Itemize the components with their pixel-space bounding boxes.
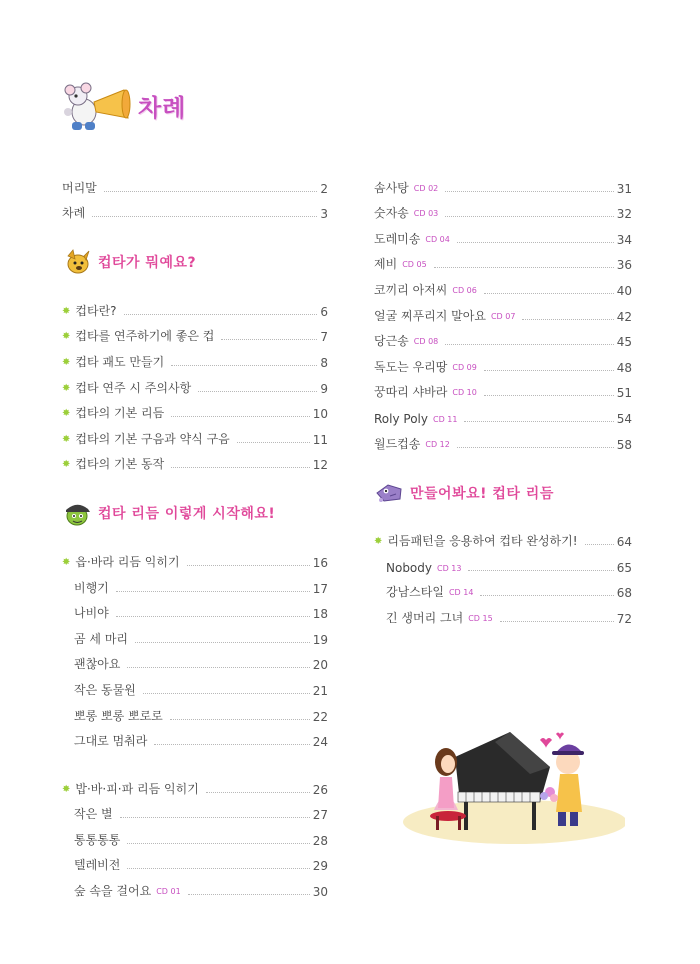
- toc-entry-label: [62, 379, 195, 396]
- toc-entry-label: [374, 583, 477, 600]
- toc-entry-label: [62, 630, 132, 647]
- toc-entry-title: 숲 속을 걸어요: [74, 884, 152, 899]
- section-title: 컵타 리듬 이렇게 시작해요!: [98, 506, 276, 523]
- toc-entry-title: Nobody: [386, 560, 432, 575]
- page-number: 9: [320, 381, 328, 396]
- page-number: 36: [616, 258, 632, 273]
- dot-leader: [484, 370, 614, 371]
- section-heading: [374, 476, 632, 510]
- toc-entry-label: [62, 780, 203, 797]
- toc-entry: [374, 324, 632, 350]
- dot-leader: [116, 591, 310, 592]
- dot-leader: [457, 242, 614, 243]
- dot-leader: [221, 339, 317, 340]
- dot-leader: [206, 792, 310, 793]
- toc-entry: [374, 426, 632, 452]
- toc-entry: [62, 170, 328, 196]
- toc-right-column: [374, 170, 632, 626]
- dot-leader: [445, 216, 613, 217]
- bullet-star-icon: ✸: [62, 556, 71, 568]
- toc-entry-title: 긴 생머리 그녀: [386, 610, 464, 625]
- cd-track-label: CD 11: [432, 414, 458, 424]
- cd-track-label: CD 15: [468, 613, 493, 623]
- dot-leader: [522, 319, 613, 320]
- dog-icon: [62, 248, 92, 276]
- toc-entry-label: [374, 561, 465, 575]
- cd-track-label: CD 07: [490, 311, 516, 321]
- bullet-star-icon: ✸: [62, 459, 71, 471]
- dot-leader: [104, 191, 318, 192]
- dot-leader: [468, 570, 613, 571]
- bullet-star-icon: ✸: [62, 408, 71, 420]
- bullet-star-icon: ✸: [62, 433, 71, 445]
- toc-entry-title: 비행기: [74, 580, 109, 595]
- dot-leader: [116, 616, 310, 617]
- page-number: 29: [312, 859, 328, 874]
- dot-leader: [445, 191, 613, 192]
- cd-track-label: CD 02: [413, 183, 439, 193]
- toc-entry: [62, 421, 328, 447]
- page-number: 18: [312, 607, 328, 622]
- toc-entry-title: 월드컵송: [374, 436, 421, 451]
- toc-entry-label: [62, 327, 218, 344]
- toc-entry: [62, 621, 328, 647]
- toc-entry-title: 밥·바·피·파 리듬 익히기: [75, 781, 199, 796]
- page-number: 19: [312, 632, 328, 647]
- toc-entry: [374, 272, 632, 298]
- toc-entry: [62, 370, 328, 396]
- dot-leader: [124, 314, 318, 315]
- toc-entry-label: [62, 179, 101, 196]
- toc-entry: [62, 672, 328, 698]
- dot-leader: [120, 817, 310, 818]
- toc-entry: [62, 319, 328, 345]
- page-header: [60, 82, 260, 132]
- toc-entry: [62, 344, 328, 370]
- toc-entry-label: [62, 579, 113, 596]
- toc-entry-label: [374, 307, 519, 324]
- dot-leader: [135, 642, 310, 643]
- toc-entry: [374, 575, 632, 601]
- page-number: 21: [312, 683, 328, 698]
- toc-entry: [62, 771, 328, 797]
- toc-entry-title: 컵타란?: [75, 303, 117, 318]
- cd-track-label: CD 08: [413, 337, 439, 347]
- creature-cap-icon: [62, 499, 92, 527]
- page-number: 28: [312, 833, 328, 848]
- toc-entry: [374, 375, 632, 401]
- dot-leader: [92, 216, 317, 217]
- toc-entry-title: 작은 별: [74, 807, 113, 822]
- page-number: 2: [320, 181, 328, 196]
- page-number: 68: [616, 586, 632, 601]
- toc-entry-label: [62, 604, 113, 621]
- section-title: 만들어봐요! 컵타 리듬: [410, 485, 554, 502]
- toc-entry-label: [62, 831, 124, 848]
- dot-leader: [457, 447, 614, 448]
- toc-entry-title: 뽀롱 뽀롱 뽀로로: [74, 708, 163, 723]
- toc-entry-title: 나비야: [74, 606, 109, 621]
- page-number: 40: [616, 283, 632, 298]
- toc-entry-title: 솜사탕: [374, 180, 409, 195]
- toc-entry: [374, 298, 632, 324]
- toc-entry-title: Roly Poly: [374, 411, 428, 426]
- bullet-star-icon: ✸: [62, 356, 71, 368]
- toc-entry: [62, 724, 328, 750]
- dot-leader: [484, 293, 614, 294]
- dot-leader: [464, 421, 613, 422]
- page-title: 차례: [138, 94, 187, 122]
- purple-creature-icon: [374, 479, 404, 507]
- toc-entry-title: 작은 동물원: [74, 682, 136, 697]
- page-number: 12: [312, 458, 328, 473]
- toc-entry-label: [374, 281, 481, 298]
- toc-entry-title: 컵타 괘도 만들기: [75, 354, 165, 369]
- cd-track-label: CD 04: [425, 234, 450, 244]
- page-number: 30: [312, 885, 328, 900]
- dot-leader: [171, 416, 310, 417]
- toc-entry: [62, 848, 328, 874]
- bullet-star-icon: ✸: [62, 382, 71, 394]
- page-number: 16: [312, 555, 328, 570]
- toc-entry-label: [62, 553, 184, 570]
- toc-entry-title: 컵타 연주 시 주의사항: [75, 380, 192, 395]
- toc-entry-title: 괜찮아요: [74, 657, 121, 672]
- toc-entry-title: 컵타의 기본 동작: [75, 457, 165, 472]
- toc-entry-title: 당근송: [374, 334, 409, 349]
- toc-entry-label: [374, 230, 454, 247]
- toc-entry-label: [374, 532, 582, 549]
- cd-track-label: CD 12: [425, 439, 450, 449]
- page-number: 48: [616, 360, 632, 375]
- dot-leader: [585, 544, 614, 545]
- toc-entry-label: [62, 805, 117, 822]
- section-heading: [62, 496, 328, 530]
- toc-entry-title: 읍·바라 리듬 익히기: [75, 554, 180, 569]
- toc-left-column: [62, 170, 328, 899]
- toc-entry: [374, 600, 632, 626]
- toc-entry-label: [62, 353, 168, 370]
- toc-entry-title: 컵타의 기본 구음과 약식 구음: [75, 431, 230, 446]
- section-heading: [62, 245, 328, 279]
- toc-entry: [62, 293, 328, 319]
- toc-entry-label: [62, 404, 168, 421]
- dot-leader: [127, 843, 309, 844]
- toc-entry-title: 그대로 멈춰라: [74, 734, 148, 749]
- toc-entry-label: [62, 302, 121, 319]
- toc-entry-label: [62, 707, 167, 724]
- page-number: 42: [616, 309, 632, 324]
- toc-entry-title: 머리말: [62, 180, 97, 195]
- toc-entry: [374, 349, 632, 375]
- dot-leader: [480, 595, 613, 596]
- page-number: 11: [312, 432, 328, 447]
- page-number: 27: [312, 808, 328, 823]
- dot-leader: [434, 267, 614, 268]
- toc-entry: [374, 196, 632, 222]
- bullet-star-icon: ✸: [374, 536, 383, 548]
- toc-entry-label: [62, 655, 124, 672]
- page-number: 51: [616, 386, 632, 401]
- toc-entry-label: [62, 732, 151, 749]
- toc-entry-title: 얼굴 찌푸리지 말아요: [374, 308, 486, 323]
- toc-entry-label: [374, 255, 431, 272]
- toc-entry-title: 차례: [62, 206, 86, 221]
- toc-entry-title: 곰 세 마리: [74, 631, 128, 646]
- toc-entry: [374, 549, 632, 575]
- toc-entry-title: 텔레비전: [74, 858, 121, 873]
- bullet-star-icon: ✸: [62, 783, 71, 795]
- toc-entry-label: [374, 179, 442, 196]
- toc-entry: [62, 196, 328, 222]
- toc-entry: [374, 221, 632, 247]
- toc-entry: [62, 447, 328, 473]
- toc-entry-label: [374, 412, 461, 426]
- cd-track-label: CD 09: [452, 362, 477, 372]
- bullet-star-icon: ✸: [62, 331, 71, 343]
- page-number: 65: [616, 560, 632, 575]
- page-number: 22: [312, 709, 328, 724]
- toc-entry-label: [374, 435, 454, 452]
- cd-track-label: CD 06: [452, 285, 477, 295]
- toc-entry: [374, 170, 632, 196]
- dot-leader: [237, 442, 310, 443]
- cd-track-label: CD 13: [437, 563, 462, 573]
- toc-entry: [374, 247, 632, 273]
- dot-leader: [445, 344, 613, 345]
- toc-entry-label: [374, 204, 442, 221]
- toc-entry-label: [62, 856, 124, 873]
- section-title: 컵타가 뭐예요?: [98, 255, 197, 272]
- page-number: 34: [616, 232, 632, 247]
- toc-entry-label: [374, 383, 481, 400]
- page-number: 58: [616, 437, 632, 452]
- toc-entry-label: [62, 882, 185, 899]
- piano-girl-boy-illustration: [400, 722, 625, 844]
- dot-leader: [127, 667, 309, 668]
- dot-leader: [500, 621, 614, 622]
- page-number: 8: [320, 355, 328, 370]
- page-number: 32: [616, 207, 632, 222]
- toc-entry: [62, 396, 328, 422]
- toc-entry-title: 도레미송: [374, 231, 421, 246]
- cd-track-label: CD 01: [156, 887, 181, 897]
- toc-entry-title: 코끼리 아저씨: [374, 282, 448, 297]
- bullet-star-icon: ✸: [62, 305, 71, 317]
- cd-track-label: CD 05: [402, 260, 427, 270]
- toc-entry-title: 컵타의 기본 리듬: [75, 406, 165, 421]
- toc-entry-label: [62, 204, 89, 221]
- toc-entry-title: 숫자송: [374, 206, 409, 221]
- dot-leader: [198, 391, 317, 392]
- dot-leader: [170, 719, 310, 720]
- toc-entry-label: [374, 332, 442, 349]
- toc-entry: [374, 400, 632, 426]
- page-number: 72: [616, 611, 632, 626]
- toc-entry: [62, 544, 328, 570]
- toc-entry-label: [62, 455, 168, 472]
- dot-leader: [143, 693, 310, 694]
- dot-leader: [127, 868, 309, 869]
- toc-entry-title: 꿍따리 샤바라: [374, 385, 448, 400]
- page-number: 6: [320, 304, 328, 319]
- toc-entry-title: 강남스타일: [386, 585, 444, 600]
- toc-entry-title: 제비: [374, 257, 398, 272]
- dot-leader: [171, 467, 310, 468]
- page-number: 3: [320, 207, 328, 222]
- cd-track-label: CD 03: [413, 209, 439, 219]
- page-number: 24: [312, 735, 328, 750]
- toc-entry-label: [62, 430, 234, 447]
- page-number: 64: [616, 535, 632, 550]
- toc-entry-title: 통통통통: [74, 832, 121, 847]
- toc-entry: [374, 524, 632, 550]
- page-number: 10: [312, 407, 328, 422]
- page-number: 7: [320, 330, 328, 345]
- dot-leader: [154, 744, 309, 745]
- dot-leader: [171, 365, 317, 366]
- toc-entry-title: 컵타를 연주하기에 좋은 컵: [75, 329, 215, 344]
- dot-leader: [187, 565, 310, 566]
- page-number: 20: [312, 658, 328, 673]
- toc-entry-title: 리듬패턴을 응용하여 컵타 완성하기!: [387, 534, 578, 549]
- toc-entry-title: 독도는 우리땅: [374, 359, 448, 374]
- toc-entry: [62, 822, 328, 848]
- toc-entry: [62, 698, 328, 724]
- page-number: 31: [616, 181, 632, 196]
- dot-leader: [484, 395, 614, 396]
- page-number: 54: [616, 411, 632, 426]
- page-number: 17: [312, 581, 328, 596]
- page-number: 45: [616, 335, 632, 350]
- toc-entry: [62, 570, 328, 596]
- toc-entry: [62, 647, 328, 673]
- cd-track-label: CD 14: [448, 588, 474, 598]
- toc-entry-label: [374, 609, 497, 626]
- page-number: 26: [312, 782, 328, 797]
- toc-entry-label: [374, 358, 481, 375]
- toc-entry: [62, 596, 328, 622]
- dot-leader: [188, 894, 310, 895]
- mouse-megaphone-icon: [60, 82, 135, 132]
- toc-entry: [62, 797, 328, 823]
- toc-entry-label: [62, 681, 140, 698]
- cd-track-label: CD 10: [452, 388, 477, 398]
- toc-entry: [62, 873, 328, 899]
